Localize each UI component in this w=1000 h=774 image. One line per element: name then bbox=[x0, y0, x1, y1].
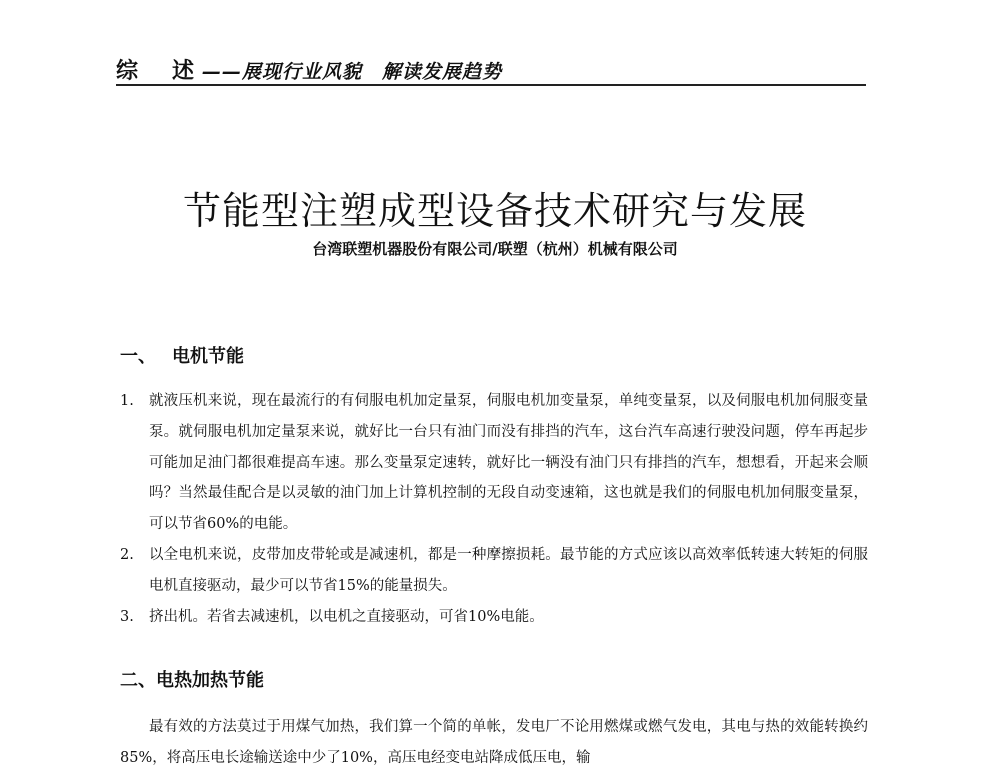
section-heading-2 bbox=[120, 666, 264, 692]
list-item-text: 挤出机。若省去减速机，以电机之直接驱动，可省10%电能。 bbox=[149, 608, 544, 625]
list-item bbox=[120, 540, 868, 602]
numbered-list bbox=[120, 386, 868, 632]
article-title: 节能型注塑成型设备技术研究与发展 bbox=[182, 189, 807, 233]
header-tagline: ——展现行业风貌 解读发展趋势 bbox=[202, 61, 503, 83]
header-rule bbox=[116, 84, 866, 86]
body-paragraph: 最有效的方法莫过于用煤气加热，我们算一个简的单帐，发电厂不论用燃煤或燃气发电，其电与热的效能转换约85%，将高压电长途输送途中少了10%，高压电经变电站降成低压电，输 bbox=[120, 719, 868, 766]
list-item-text: 就液压机来说，现在最流行的有伺服电机加定量泵，伺服电机加变量泵，单纯变量泵，以及伺服电机加伺服变量泵。就伺服电机加定量泵来说，就好比一台只有油门而没有排挡的汽车，这台汽车高速行驶没问题，停车再起步可能加足油门都很难提高车速。那么变量泵定速转，就好比一辆没有油门只有排挡的汽车，想想看，开起来会顺吗？当然最佳配合是以灵敏的油门加上计算机控制的无段自动变速箱，这也就是我们的伺服电机加伺服变量泵，可以节省60%的电能。 bbox=[149, 393, 868, 533]
list-item-text: 以全电机来说，皮带加皮带轮或是减速机，都是一种摩擦损耗。最节能的方式应该以高效率低转速大转矩的伺服电机直接驱动，最少可以节省15%的能量损失。 bbox=[149, 546, 868, 594]
section-title: 电机节能 bbox=[172, 346, 244, 367]
header-section-label: 综 述 bbox=[116, 59, 201, 84]
list-item-number: 1. bbox=[120, 393, 134, 409]
section-number: 二、 bbox=[120, 670, 156, 691]
section-title: 电热加热节能 bbox=[156, 670, 264, 691]
list-item-number: 2. bbox=[120, 546, 134, 563]
section-number: 一、 bbox=[120, 346, 156, 367]
section-heading-1 bbox=[120, 342, 244, 368]
list-item bbox=[120, 386, 868, 540]
list-item-number: 3. bbox=[120, 608, 134, 625]
running-header bbox=[116, 54, 502, 85]
list-item bbox=[120, 602, 868, 633]
article-authors: 台湾联塑机器股份有限公司/联塑（杭州）机械有限公司 bbox=[312, 240, 678, 258]
